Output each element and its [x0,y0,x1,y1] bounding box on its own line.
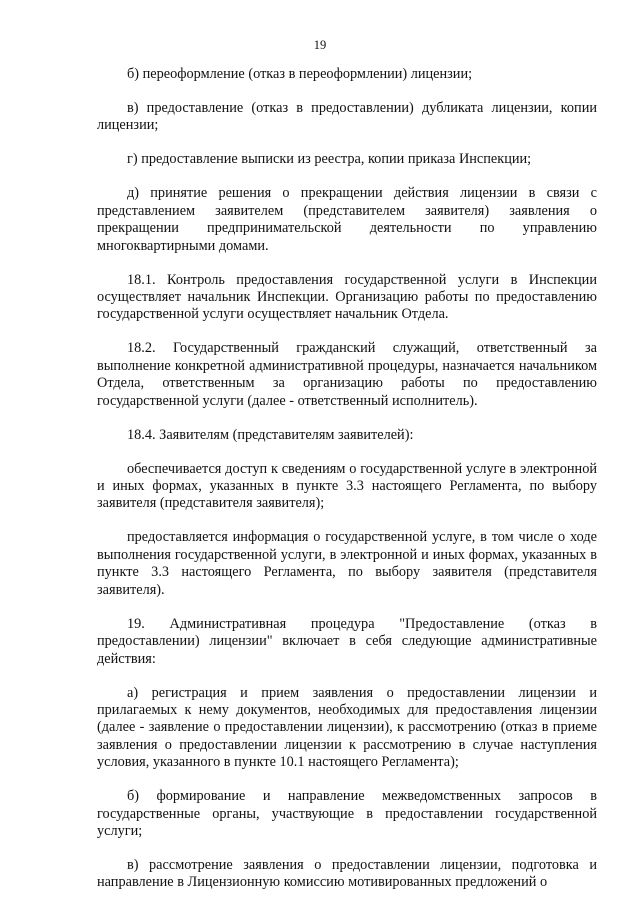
document-body [97,66,597,892]
paragraph-item-d: д) принятие решения о прекращении действия лицензии в связи с представлением заявителем (представителем заявителя) заявления о прекращении предпринимательской деятельности по управлению многоквартирными домами. [97,185,597,254]
page-number: 19 [313,38,327,52]
paragraph-action-v: в) рассмотрение заявления о предоставлении лицензии, подготовка и направление в Лицензионную комиссию мотивированных предложений о [97,856,597,891]
paragraph-18-4: 18.4. Заявителям (представителям заявителей): [127,426,414,443]
paragraph-18-1: 18.1. Контроль предоставления государственной услуги в Инспекции осуществляет начальник Инспекции. Организацию работы по предоставлению государственной услуги осуществляет начальник Отдела. [97,271,597,323]
paragraph-access-info: обеспечивается доступ к сведениям о государственной услуге в электронной и иных формах, указанных в пункте 3.3 настоящего Регламента, по выбору заявителя (представителя заявителя); [97,460,597,512]
paragraph-19: 19. Административная процедура "Предоставление (отказ в предоставлении) лицензии" включает в себя следующие административные действия: [97,615,597,667]
paragraph-item-b: б) переоформление (отказ в переоформлении) лицензии; [127,66,473,82]
paragraph-action-b: б) формирование и направление межведомственных запросов в государственные органы, участвующие в предоставлении государственной услуги; [97,788,597,839]
paragraph-18-2: 18.2. Государственный гражданский служащий, ответственный за выполнение конкретной административной процедуры, назначается начальником Отдела, ответственным за организацию работы по предоставлению государственной услуги (далее - ответственный исполнитель). [97,340,597,409]
paragraph-provided-info: предоставляется информация о государственной услуге, в том числе о ходе выполнения государственной услуги, в электронной и иных формах, указанных в пункте 3.3 настоящего Регламента, по выбору заявителя (представителя заявителя). [97,529,597,598]
paragraph-item-g: г) предоставление выписки из реестра, копии приказа Инспекции; [127,151,532,168]
paragraph-action-a: а) регистрация и прием заявления о предоставлении лицензии и прилагаемых к нему документов, необходимых для предоставления лицензии (далее - заявление о предоставлении лицензии), к рассмотрению (отказ в приеме заявления о предоставлении лицензии к рассмотрению в случае наступления условия, указанного в пункте 10.1 настоящего Регламента); [97,684,597,771]
paragraph-item-v: в) предоставление (отказ в предоставлении) дубликата лицензии, копии лицензии; [97,100,597,134]
